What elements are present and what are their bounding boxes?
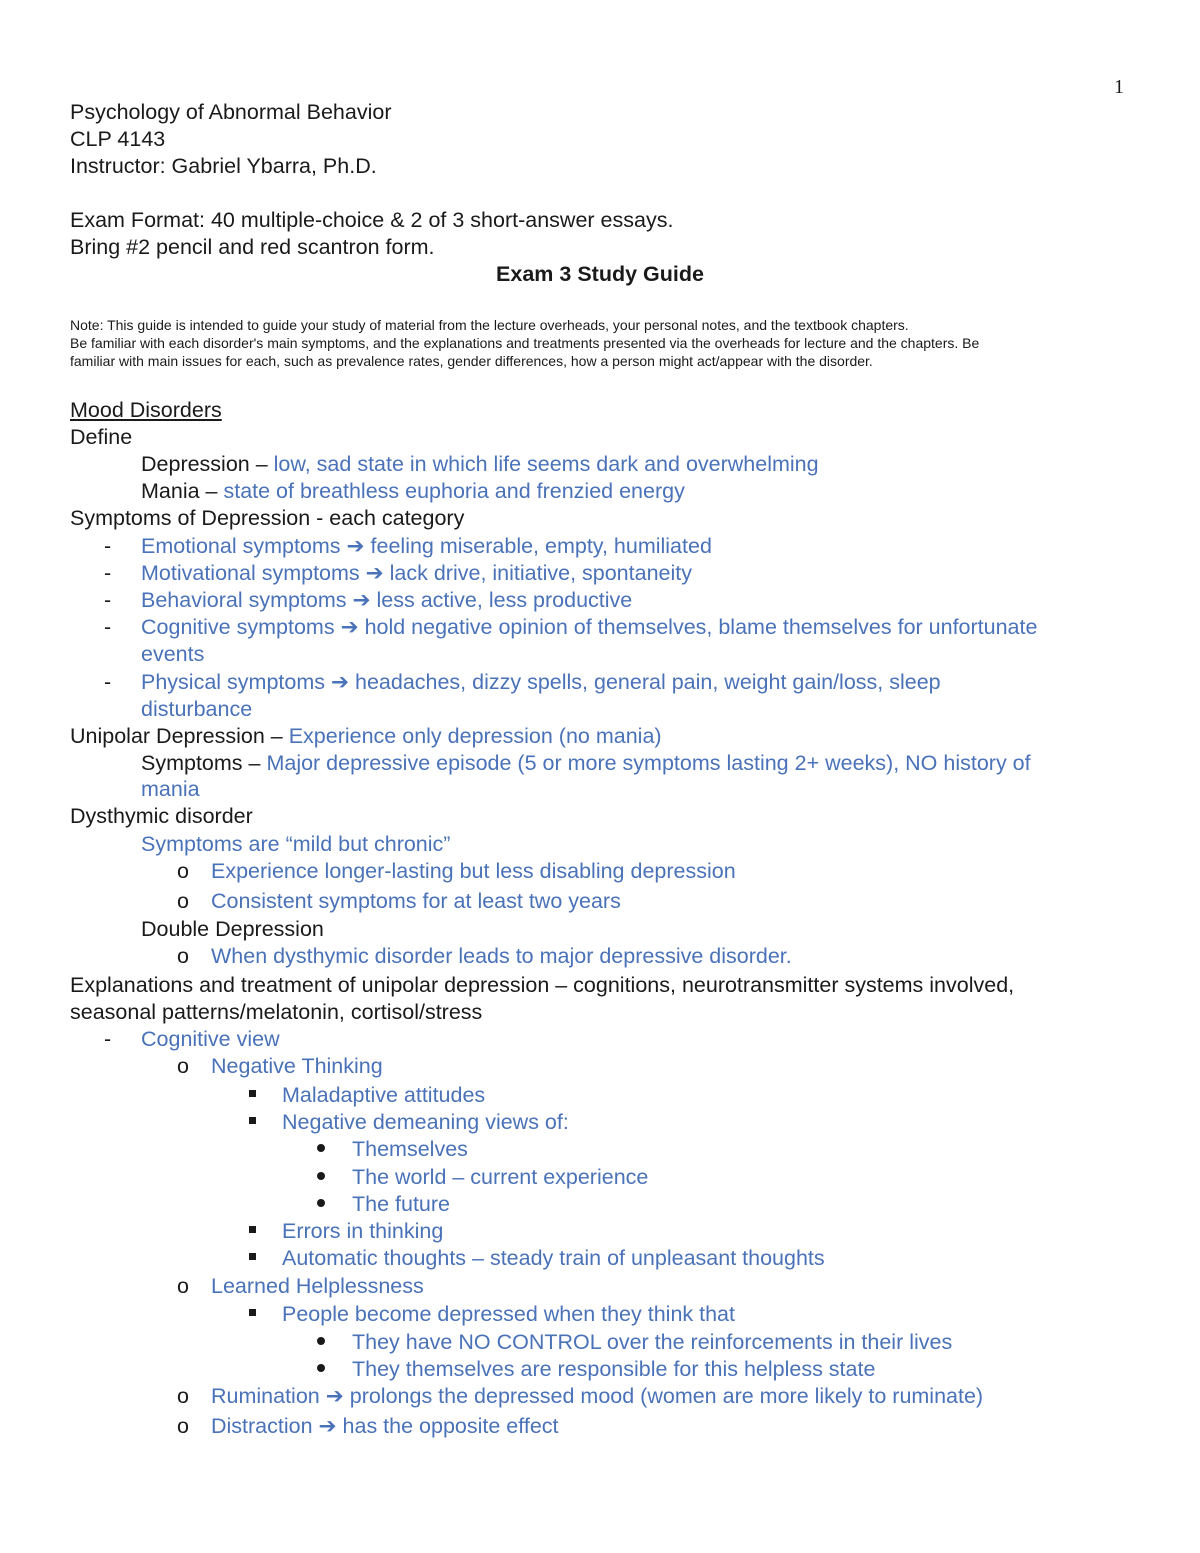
study-note	[70, 316, 1130, 370]
symptom-category: Cognitive symptoms	[141, 615, 335, 639]
list-item: Cognitive view	[141, 1027, 280, 1051]
symptom-detail: headaches, dizzy spells, general pain, weight gain/loss, sleep	[354, 670, 941, 694]
arrow-icon: ➔	[346, 534, 365, 558]
o-marker: o	[177, 1384, 189, 1408]
arrow-icon: ➔	[325, 1384, 344, 1408]
instructor: Instructor: Gabriel Ybarra, Ph.D.	[70, 154, 377, 178]
o-marker: o	[177, 1414, 189, 1438]
list-item: They have NO CONTROL over the reinforcements in their lives	[352, 1330, 953, 1354]
list-item: Negative demeaning views of:	[282, 1110, 569, 1134]
list-item	[211, 1383, 983, 1410]
list-item: When dysthymic disorder leads to major depressive disorder.	[211, 944, 792, 968]
o-marker: o	[177, 889, 189, 913]
explanations-heading-continued: seasonal patterns/melatonin, cortisol/stress	[70, 1000, 483, 1024]
dash-marker: -	[104, 588, 112, 612]
symptom-category: Emotional symptoms	[141, 534, 341, 558]
round-bullet-icon	[317, 1199, 325, 1207]
symptom-detail-continued: events	[141, 642, 205, 666]
symptom-category: Motivational symptoms	[141, 561, 360, 585]
arrow-icon: ➔	[330, 670, 349, 694]
unipolar-symptoms	[141, 750, 1031, 777]
list-item: Negative Thinking	[211, 1054, 383, 1078]
list-item: Automatic thoughts – steady train of unpleasant thoughts	[282, 1246, 825, 1270]
arrow-icon: ➔	[365, 561, 384, 585]
term-definition: Experience only depression (no mania)	[288, 724, 662, 748]
symptom-category: Physical symptoms	[141, 670, 325, 694]
round-bullet-icon	[317, 1144, 325, 1152]
list-item: People become depressed when they think that	[282, 1302, 735, 1326]
o-marker: o	[177, 944, 189, 968]
mania-definition	[141, 478, 685, 505]
list-item: Maladaptive attitudes	[282, 1083, 486, 1107]
dash-marker: -	[104, 670, 112, 694]
term-definition: low, sad state in which life seems dark and overwhelming	[273, 452, 819, 476]
course-title: Psychology of Abnormal Behavior	[70, 100, 392, 124]
symptom-item	[141, 533, 712, 560]
dysthymic-symptoms: Symptoms are “mild but chronic”	[141, 832, 451, 856]
dash-marker: -	[104, 615, 112, 639]
bring-supplies: Bring #2 pencil and red scantron form.	[70, 235, 435, 259]
list-item	[211, 1413, 559, 1440]
explanations-heading: Explanations and treatment of unipolar depression – cognitions, neurotransmitter systems involved,	[70, 973, 1015, 997]
square-bullet-icon	[249, 1117, 256, 1124]
list-item: The world – current experience	[352, 1165, 649, 1189]
section-heading-mood: Mood Disorders	[70, 398, 222, 422]
dash-marker: -	[104, 1027, 112, 1051]
o-marker: o	[177, 859, 189, 883]
square-bullet-icon	[249, 1253, 256, 1260]
dysthymic-heading: Dysthymic disorder	[70, 804, 253, 828]
symptom-category: Behavioral symptoms	[141, 588, 347, 612]
list-item: Consistent symptoms for at least two years	[211, 889, 621, 913]
list-item: Learned Helplessness	[211, 1274, 424, 1298]
round-bullet-icon	[317, 1364, 325, 1372]
o-marker: o	[177, 1054, 189, 1078]
symptom-detail: hold negative opinion of themselves, blame themselves for unfortunate	[364, 615, 1038, 639]
round-bullet-icon	[317, 1172, 325, 1180]
item-term: Distraction	[211, 1414, 313, 1438]
arrow-icon: ➔	[340, 615, 359, 639]
unipolar-depression	[70, 723, 662, 750]
symptom-detail-continued: disturbance	[141, 697, 253, 721]
page-title: Exam 3 Study Guide	[496, 262, 704, 286]
term-label: Unipolar Depression –	[70, 724, 289, 748]
term-definition: Major depressive episode (5 or more symptoms lasting 2+ weeks), NO history of	[266, 751, 1031, 775]
symptom-item	[141, 587, 632, 614]
round-bullet-icon	[317, 1337, 325, 1345]
square-bullet-icon	[249, 1309, 256, 1316]
exam-format: Exam Format: 40 multiple-choice & 2 of 3 short-answer essays.	[70, 208, 674, 232]
symptom-detail: feeling miserable, empty, humiliated	[370, 534, 712, 558]
dash-marker: -	[104, 561, 112, 585]
note-line: Be familiar with each disorder's main symptoms, and the explanations and treatments presented via the overheads for lecture and the chapters. Be	[70, 335, 980, 351]
item-detail: has the opposite effect	[342, 1414, 559, 1438]
symptom-detail: less active, less productive	[376, 588, 633, 612]
item-detail: prolongs the depressed mood (women are more likely to ruminate)	[349, 1384, 984, 1408]
symptom-item	[141, 669, 941, 696]
depression-definition	[141, 451, 819, 478]
o-marker: o	[177, 1274, 189, 1298]
square-bullet-icon	[249, 1090, 256, 1097]
list-item: Errors in thinking	[282, 1219, 444, 1243]
term-label: Mania –	[141, 479, 224, 503]
note-line: familiar with main issues for each, such as prevalence rates, gender differences, how a person might act/appear with the disorder.	[70, 353, 873, 369]
double-depression-heading: Double Depression	[141, 917, 324, 941]
arrow-icon: ➔	[352, 588, 371, 612]
term-label: Symptoms –	[141, 751, 267, 775]
symptom-item	[141, 560, 692, 587]
list-item: They themselves are responsible for this helpless state	[352, 1357, 876, 1381]
square-bullet-icon	[249, 1226, 256, 1233]
list-item: Experience longer-lasting but less disabling depression	[211, 859, 736, 883]
symptoms-heading: Symptoms of Depression - each category	[70, 506, 465, 530]
unipolar-symptoms-continued: mania	[141, 777, 200, 801]
note-line: Note: This guide is intended to guide your study of material from the lecture overheads, your personal notes, and the textbook chapters.	[70, 317, 909, 333]
arrow-icon: ➔	[318, 1414, 337, 1438]
course-code: CLP 4143	[70, 127, 166, 151]
term-definition: state of breathless euphoria and frenzied energy	[223, 479, 685, 503]
list-item: Themselves	[352, 1137, 468, 1161]
dash-marker: -	[104, 534, 112, 558]
term-label: Depression –	[141, 452, 274, 476]
item-term: Rumination	[211, 1384, 320, 1408]
symptom-item	[141, 614, 1037, 641]
define-heading: Define	[70, 425, 133, 449]
symptom-detail: lack drive, initiative, spontaneity	[389, 561, 692, 585]
page-number: 1	[1114, 76, 1124, 98]
list-item: The future	[352, 1192, 450, 1216]
